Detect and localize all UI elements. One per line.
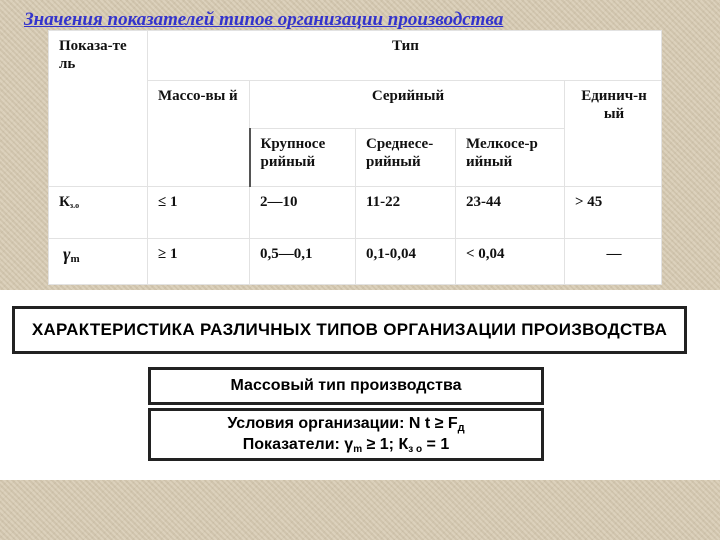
header-type: Тип: [148, 31, 662, 81]
header-indicator: Показа-те ль: [49, 31, 148, 187]
table-cell: ≥ 1: [148, 239, 250, 285]
table-cell: < 0,04: [456, 239, 565, 285]
table-cell: ≤ 1: [148, 187, 250, 239]
table-cell: 23-44: [456, 187, 565, 239]
conditions-line: Условия организации: N t ≥ Fд: [227, 415, 465, 434]
table-cell: > 45: [565, 187, 662, 239]
row-label-gamma: γm: [49, 239, 148, 285]
header-medium-serial: Среднесе- рийный: [356, 129, 456, 187]
header-mass: Массо-вы й: [148, 81, 250, 187]
table-cell: 0,1-0,04: [356, 239, 456, 285]
indicators-line: Показатели: γm ≥ 1; Кз о = 1: [242, 436, 450, 455]
header-single: Единич-н ый: [565, 81, 662, 187]
page-title: Значения показателей типов организации производства: [24, 9, 504, 30]
header-large-serial: Крупносе рийный: [250, 129, 356, 187]
table-cell: —: [565, 239, 662, 285]
conditions-box: [148, 408, 544, 461]
diagram-heading: ХАРАКТЕРИСТИКА РАЗЛИЧНЫХ ТИПОВ ОРГАНИЗАЦИИ ПРОИЗВОДСТВА: [12, 306, 687, 354]
header-small-serial: Мелкосе-р ийный: [456, 129, 565, 187]
table-row: [49, 187, 662, 239]
table-row: [49, 239, 662, 285]
table-cell: 11-22: [356, 187, 456, 239]
table-cell: 0,5—0,1: [250, 239, 356, 285]
row-label-k: Кз.о: [49, 187, 148, 239]
table-cell: 2—10: [250, 187, 356, 239]
diagram-panel: [0, 290, 720, 480]
header-serial: Серийный: [250, 81, 565, 129]
mass-type-box: Массовый тип производства: [148, 367, 544, 405]
indicators-table: [48, 30, 662, 285]
